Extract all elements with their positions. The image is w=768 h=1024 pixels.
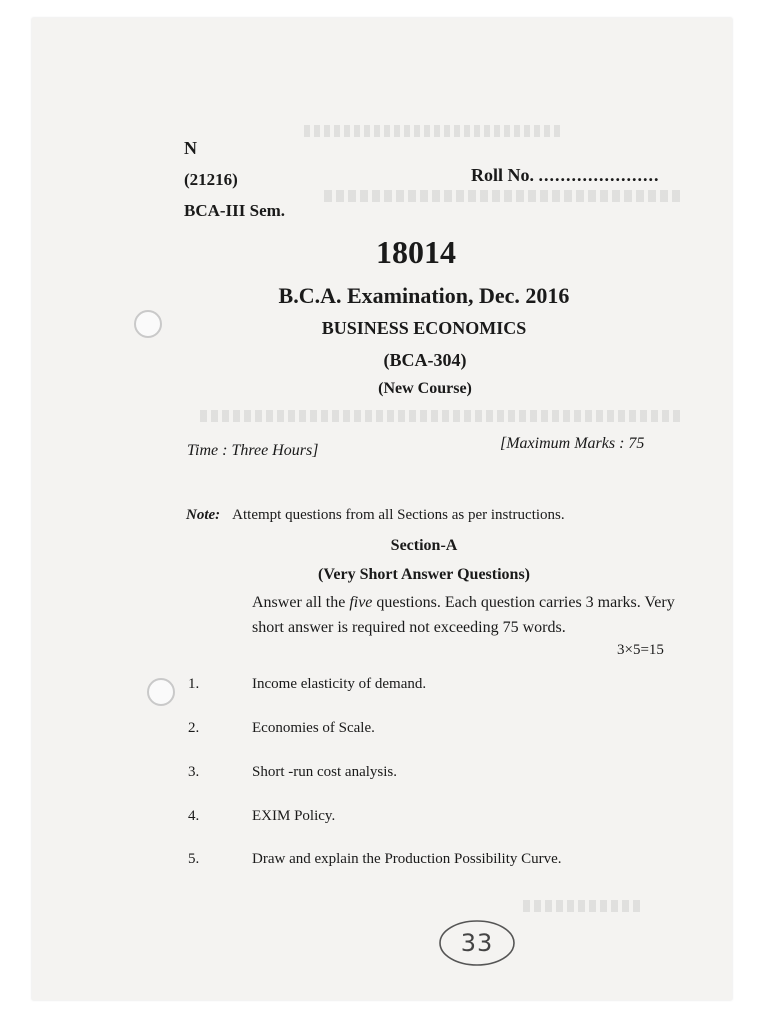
bleed-through-texture [300, 125, 560, 137]
maximum-marks: [Maximum Marks : 75 [500, 435, 645, 452]
paper-code: (21216) [184, 170, 238, 189]
series-letter: N [184, 138, 197, 158]
roll-number-field [471, 165, 660, 186]
punch-hole-bottom [147, 678, 175, 706]
bleed-through-texture [320, 190, 680, 202]
roll-blank: ...................... [538, 165, 660, 185]
question-item [188, 720, 375, 737]
marks-formula: 3×5=15 [617, 642, 664, 658]
question-number: 1. [188, 676, 200, 692]
question-number: 4. [188, 808, 200, 824]
course-type: (New Course) [378, 380, 472, 397]
note-text: Attempt questions from all Sections as per instructions. [232, 507, 565, 523]
section-instructions [252, 590, 692, 640]
subject-title: BUSINESS ECONOMICS [321, 318, 527, 338]
question-text: Draw and explain the Production Possibility Curve. [252, 851, 562, 867]
bleed-through-texture [200, 410, 680, 422]
paper-number: 18014 [376, 234, 456, 270]
page-mark-number: 33 [460, 929, 494, 957]
note-label: Note: [186, 507, 221, 523]
section-subheading: (Very Short Answer Questions) [317, 566, 530, 583]
question-number: 2. [188, 720, 200, 736]
question-item [188, 676, 426, 693]
handwritten-page-mark [437, 916, 517, 970]
semester: BCA-III Sem. [184, 201, 286, 220]
question-text: EXIM Policy. [252, 808, 336, 824]
section-heading: Section-A [390, 537, 458, 554]
exam-title: B.C.A. Examination, Dec. 2016 [278, 283, 570, 308]
instructions-end: questions. Each question carries 3 marks. Very short answer is required not exceeding 75 words. [252, 594, 675, 636]
question-item [188, 764, 397, 781]
question-item [188, 808, 335, 825]
question-item [188, 851, 562, 868]
course-code: (BCA-304) [383, 350, 467, 370]
question-number: 3. [188, 764, 200, 780]
question-text: Income elasticity of demand. [252, 676, 427, 692]
roll-label: Roll No. [471, 165, 534, 185]
instructions-start: Answer all the [252, 594, 350, 611]
question-text: Short -run cost analysis. [252, 764, 397, 780]
exam-duration: Time : Three Hours] [187, 442, 319, 459]
bleed-through-texture [520, 900, 640, 912]
instructions-emphasis: five [349, 594, 373, 611]
question-text: Economies of Scale. [252, 720, 375, 736]
note [186, 507, 565, 524]
question-number: 5. [188, 851, 200, 867]
